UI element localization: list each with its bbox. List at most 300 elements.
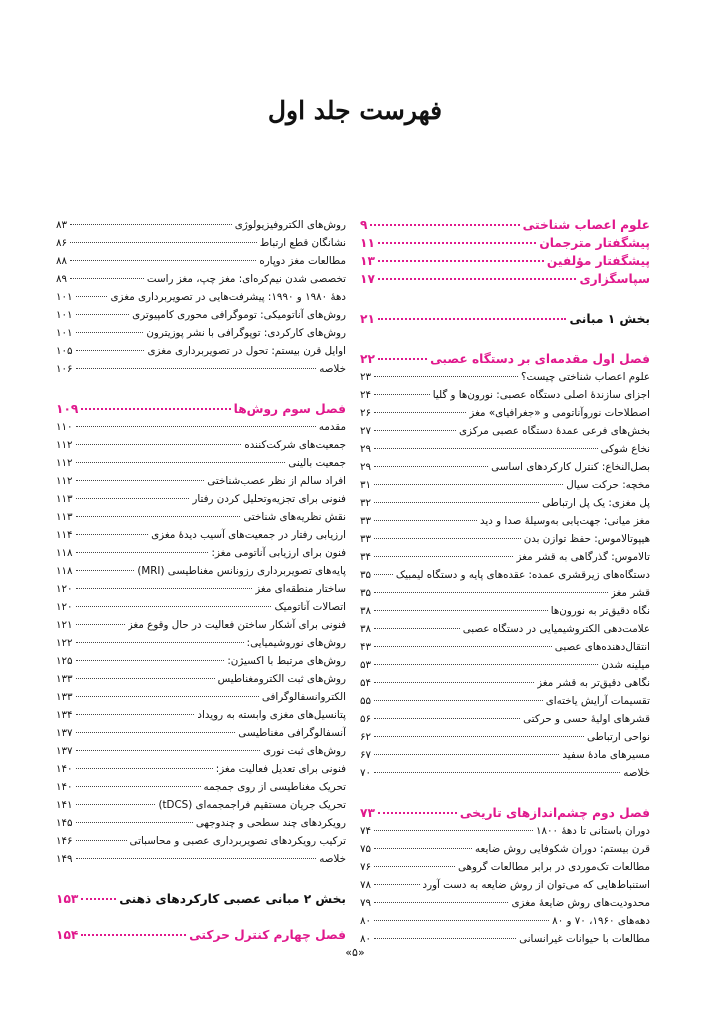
toc-page-number: ۲۲	[360, 352, 375, 366]
toc-page-number: ۷۵	[360, 843, 372, 855]
toc-page-number: ۳۳	[360, 533, 372, 545]
toc-entry[interactable]	[56, 360, 346, 378]
toc-dot-leader	[378, 260, 544, 262]
toc-page-number: ۷۸	[360, 879, 372, 891]
toc-entry-title: مطالعات تک‌موردی در برابر مطالعات گروهی	[457, 861, 650, 873]
toc-dot-leader	[374, 902, 508, 903]
toc-entry-title: خلاصه	[623, 767, 650, 779]
toc-entry-title: آنسفالوگرافی مغناطیسی	[238, 727, 346, 739]
toc-dot-leader	[374, 664, 598, 665]
toc-entry[interactable]	[56, 342, 346, 360]
toc-entry[interactable]	[360, 620, 650, 638]
toc-entry-title: روش‌های آناتومیکی: توموگرافی محوری کامپیوتری	[132, 309, 346, 321]
toc-dot-leader	[374, 394, 430, 395]
spacer	[56, 868, 346, 890]
toc-dot-leader	[374, 700, 543, 701]
toc-page-number: ۱۷	[360, 272, 375, 286]
toc-page-number: ۱۱۸	[56, 565, 73, 577]
toc-entry[interactable]	[360, 710, 650, 728]
toc-page-number: ۶۲	[360, 731, 372, 743]
toc-page-number: ۱۲۰	[56, 601, 73, 613]
toc-dot-leader	[76, 732, 236, 733]
toc-page-number: ۲۶	[360, 407, 372, 419]
toc-page-number: ۱۳۳	[56, 673, 73, 685]
toc-dot-leader	[374, 412, 466, 413]
toc-dot-leader	[76, 462, 286, 463]
toc-entry-title: علامت‌دهی الکتروشیمیایی در دستگاه عصبی	[462, 623, 650, 635]
toc-dot-leader	[76, 368, 317, 369]
toc-dot-leader	[374, 736, 584, 737]
toc-entry-title: خلاصه	[319, 363, 346, 375]
toc-entry[interactable]	[360, 876, 650, 894]
toc-entry-title: پل مغزی: یک پل ارتباطی	[542, 497, 650, 509]
toc-entry[interactable]	[56, 580, 346, 598]
toc-page-number: ۸۰	[360, 933, 372, 945]
toc-dot-leader	[76, 750, 260, 751]
toc-entry-title: رویکردهای چند سطحی و چندوجهی	[195, 817, 346, 829]
toc-dot-leader	[81, 898, 116, 900]
toc-page-number: ۱۴۰	[56, 781, 73, 793]
toc-entry-title: میلینه شدن	[601, 659, 650, 671]
toc-dot-leader	[81, 934, 186, 936]
toc-entry-title: هیپوتالاموس: حفظ توازن بدن	[523, 533, 650, 545]
toc-page-number: ۷۶	[360, 861, 372, 873]
toc-chapter[interactable]	[360, 216, 650, 234]
toc-page-number: ۱۱۲	[56, 457, 73, 469]
toc-entry-title: افراد سالم از نظر عصب‌شناختی	[207, 475, 346, 487]
toc-entry-title: جمعیت‌های شرکت‌کننده	[244, 439, 346, 451]
toc-page-number: ۱۱۲	[56, 439, 73, 451]
toc-entry[interactable]	[360, 858, 650, 876]
toc-page-number: ۳۴	[360, 551, 372, 563]
toc-dot-leader	[374, 448, 597, 449]
toc-entry-title: الکتروانسفالوگرافی	[261, 691, 346, 703]
toc-dot-leader	[378, 278, 577, 280]
toc-entry[interactable]	[56, 652, 346, 670]
toc-dot-leader	[76, 350, 145, 351]
toc-entry-title: خلاصه	[319, 853, 346, 865]
toc-page-number: ۳۵	[360, 569, 372, 581]
toc-page-number: ۱۴۹	[56, 853, 73, 865]
toc-entry[interactable]	[360, 728, 650, 746]
toc-entry-title: بخش‌های فرعی عمدهٔ دستگاه عصبی مرکزی	[458, 425, 650, 437]
toc-entry-title: مطالعات مغز دوپاره	[259, 255, 346, 267]
toc-entry[interactable]	[56, 562, 346, 580]
toc-page-number: ۱۱۴	[56, 529, 73, 541]
toc-page-number: ۲۷	[360, 425, 372, 437]
toc-page-number: ۱۵۴	[56, 928, 79, 942]
toc-entry-title: نگاهی دقیق‌تر به قشر مغز	[537, 677, 650, 689]
toc-dot-leader	[76, 588, 253, 589]
toc-entry-title: پیشگفتار مترجمان	[539, 236, 650, 250]
toc-entry[interactable]	[56, 288, 346, 306]
toc-entry[interactable]	[56, 324, 346, 342]
toc-entry-title: ساختار منطقه‌ای مغز	[255, 583, 346, 595]
toc-dot-leader	[374, 772, 620, 773]
toc-entry[interactable]	[360, 746, 650, 764]
toc-page-number: ۱۱۲	[56, 475, 73, 487]
toc-page-number: ۲۳	[360, 371, 372, 383]
toc-page-number: ۳۳	[360, 515, 372, 527]
toc-dot-leader	[76, 332, 144, 333]
toc-dot-leader	[76, 678, 215, 679]
toc-entry[interactable]	[56, 616, 346, 634]
toc-entry[interactable]	[56, 760, 346, 778]
toc-dot-leader	[70, 242, 257, 243]
toc-entry[interactable]	[360, 674, 650, 692]
toc-entry-title: مطالعات با حیوانات غیرانسانی	[519, 933, 650, 945]
toc-entry[interactable]	[360, 548, 650, 566]
toc-dot-leader	[76, 804, 156, 805]
toc-page-number: ۲۱	[360, 312, 375, 326]
toc-entry[interactable]	[360, 368, 650, 386]
toc-entry-title: پایه‌های تصویربرداری رزونانس مغناطیسی (MRI)	[137, 565, 346, 577]
toc-entry[interactable]	[56, 436, 346, 454]
toc-entry-title: قشر مغز	[610, 587, 650, 599]
toc-entry[interactable]	[56, 270, 346, 288]
toc-dot-leader	[374, 466, 488, 467]
toc-dot-leader	[76, 624, 125, 625]
toc-page-number: ۲۹	[360, 461, 372, 473]
toc-entry[interactable]	[360, 602, 650, 620]
toc-entry-title: قرن بیستم: دوران شکوفایی روش ضایعه	[475, 843, 650, 855]
toc-page-number: ۹	[360, 218, 368, 232]
toc-dot-leader	[374, 574, 393, 575]
toc-dot-leader	[378, 358, 427, 360]
toc-entry[interactable]	[56, 306, 346, 324]
toc-entry[interactable]	[360, 530, 650, 548]
toc-entry[interactable]	[360, 458, 650, 476]
toc-column-right	[360, 216, 650, 948]
toc-page-number: ۱۳	[360, 254, 375, 268]
toc-entry[interactable]	[360, 638, 650, 656]
toc-entry-title: دههٔ ۱۹۸۰ و ۱۹۹۰: پیشرفت‌هایی در تصویربرداری مغزی	[110, 291, 346, 303]
toc-entry[interactable]	[360, 440, 650, 458]
toc-entry-title: پیشگفتار مؤلفین	[546, 254, 650, 268]
toc-entry-title: روش‌های نوروشیمیایی:	[246, 637, 346, 649]
toc-page-number: ۵۳	[360, 659, 372, 671]
toc-entry[interactable]	[56, 634, 346, 652]
toc-page-number: ۴۳	[360, 641, 372, 653]
toc-dot-leader	[76, 786, 201, 787]
toc-dot-leader	[374, 556, 513, 557]
toc-chapter[interactable]	[360, 252, 650, 270]
toc-page-number: ۸۹	[56, 273, 68, 285]
toc-page-number: ۱۲۲	[56, 637, 73, 649]
toc-dot-leader	[370, 224, 519, 226]
toc-entry-title: نقش نظریه‌های شناختی	[243, 511, 346, 523]
toc-dot-leader	[374, 848, 472, 849]
toc-dot-leader	[374, 920, 549, 921]
spacer	[56, 378, 346, 400]
toc-entry[interactable]	[56, 670, 346, 688]
toc-page-number: ۸۳	[56, 219, 68, 231]
toc-dot-leader	[374, 884, 419, 885]
toc-dot-leader	[76, 570, 135, 571]
toc-page-number: ۱۳۷	[56, 745, 73, 757]
toc-dot-leader	[378, 318, 567, 320]
toc-dot-leader	[374, 538, 521, 539]
toc-dot-leader	[76, 858, 317, 859]
toc-entry[interactable]	[56, 832, 346, 850]
toc-entry[interactable]	[360, 584, 650, 602]
toc-entry-title: نخاع شوکی	[600, 443, 650, 455]
toc-entry-title: تحریک مغناطیسی از روی جمجمه	[203, 781, 346, 793]
toc-entry[interactable]	[56, 742, 346, 760]
toc-dot-leader	[374, 628, 460, 629]
toc-entry-title: علوم اعصاب شناختی چیست؟	[521, 371, 650, 383]
toc-entry-title: مغز میانی: جهت‌یابی به‌وسیلهٔ صدا و دید	[479, 515, 650, 527]
toc-dot-leader	[374, 484, 563, 485]
toc-entry-title: مقدمه	[318, 421, 346, 433]
toc-entry-title: استنباط‌هایی که می‌توان از روش ضایعه به دست آورد	[422, 879, 650, 891]
toc-entry[interactable]	[360, 386, 650, 404]
toc-dot-leader	[378, 242, 536, 244]
toc-dot-leader	[374, 866, 455, 867]
toc-page-number: ۲۹	[360, 443, 372, 455]
toc-entry-title: اصطلاحات نوروآناتومی و «جغرافیای» مغز	[469, 407, 650, 419]
toc-dot-leader	[76, 516, 241, 517]
toc-entry[interactable]	[56, 418, 346, 436]
toc-entry[interactable]	[56, 216, 346, 234]
toc-page-number: ۱۴۶	[56, 835, 73, 847]
toc-entry-title: روش‌های کارکردی: توپوگرافی با نشر پوزیترون	[146, 327, 346, 339]
toc-page-number: ۱۳۷	[56, 727, 73, 739]
toc-page-number: ۱۰۱	[56, 291, 73, 303]
toc-dot-leader	[374, 682, 534, 683]
toc-entry[interactable]	[56, 814, 346, 832]
toc-dot-leader	[76, 768, 213, 769]
toc-column-left	[56, 216, 346, 944]
toc-entry-title: ارزیابی رفتار در جمعیت‌های آسیب دیدهٔ مغزی	[151, 529, 346, 541]
toc-page-number: ۵۵	[360, 695, 372, 707]
toc-entry-title: دستگاه‌های زیرقشری عمده: عقده‌های پایه و دستگاه لیمبیک	[395, 569, 650, 581]
spacer	[56, 908, 346, 926]
toc-entry-title: ترکیب رویکردهای تصویربرداری عصبی و محاسباتی	[129, 835, 346, 847]
toc-dot-leader	[76, 714, 195, 715]
toc-page-number: ۱۳۳	[56, 691, 73, 703]
toc-entry-title: تالاموس: گذرگاهی به قشر مغز	[516, 551, 650, 563]
toc-dot-leader	[81, 408, 230, 410]
toc-entry-title: علوم اعصاب شناختی	[522, 218, 650, 232]
toc-page-number: ۱۴۵	[56, 817, 73, 829]
toc-dot-leader	[76, 314, 130, 315]
toc-page-number: ۵۶	[360, 713, 372, 725]
toc-dot-leader	[76, 552, 209, 553]
toc-entry[interactable]	[360, 764, 650, 782]
toc-page-number: ۸۰	[360, 915, 372, 927]
toc-page-number: ۱۱۳	[56, 511, 73, 523]
page-title: فهرست جلد اول	[267, 96, 443, 125]
toc-entry[interactable]	[56, 724, 346, 742]
toc-entry[interactable]	[360, 656, 650, 674]
toc-page-number: ۱۲۱	[56, 619, 73, 631]
toc-entry-title: بصل‌النخاع: کنترل کارکردهای اساسی	[491, 461, 650, 473]
spacer	[360, 288, 650, 310]
toc-entry-title: پتانسیل‌های مغزی وابسته به رویداد	[197, 709, 346, 721]
toc-entry-title: فنونی برای آشکار ساختن فعالیت در حال وقوع مغز	[127, 619, 346, 631]
toc-page-number: ۱۰۱	[56, 309, 73, 321]
toc-page-number: ۱۲۵	[56, 655, 73, 667]
toc-dot-leader	[76, 534, 149, 535]
toc-entry-title: تحریک جریان مستقیم فراجمجمه‌ای (tDCS)	[158, 799, 346, 811]
toc-entry[interactable]	[360, 476, 650, 494]
toc-part[interactable]	[56, 890, 346, 908]
toc-entry-title: نشانگان قطع ارتباط	[259, 237, 346, 249]
toc-entry[interactable]	[56, 526, 346, 544]
toc-chapter[interactable]	[56, 926, 346, 944]
toc-entry-title: فنونی برای تجزیه‌وتحلیل کردن رفتار	[192, 493, 346, 505]
toc-page-number: ۱۴۱	[56, 799, 73, 811]
toc-entry[interactable]	[56, 454, 346, 472]
toc-page-number: ۷۴	[360, 825, 372, 837]
toc-page-number: ۸۸	[56, 255, 68, 267]
toc-page-number: ۸۶	[56, 237, 68, 249]
toc-entry[interactable]	[56, 472, 346, 490]
toc-chapter[interactable]	[360, 234, 650, 252]
toc-chapter[interactable]	[56, 400, 346, 418]
toc-page-number: ۳۲	[360, 497, 372, 509]
toc-page-number: ۱۰۶	[56, 363, 73, 375]
toc-dot-leader	[378, 812, 457, 814]
toc-entry[interactable]	[360, 840, 650, 858]
toc-entry[interactable]	[56, 796, 346, 814]
toc-dot-leader	[76, 606, 272, 607]
toc-entry-title: انتقال‌دهنده‌های عصبی	[554, 641, 650, 653]
toc-part[interactable]	[360, 310, 650, 328]
toc-dot-leader	[76, 296, 108, 297]
toc-entry[interactable]	[56, 508, 346, 526]
toc-page-number: ۱۳۴	[56, 709, 73, 721]
toc-entry[interactable]	[56, 688, 346, 706]
toc-entry-title: بخش ۲ مبانی عصبی کارکردهای ذهنی	[119, 892, 346, 906]
toc-dot-leader	[374, 592, 608, 593]
toc-page-number: ۱۰۱	[56, 327, 73, 339]
toc-entry-title: جمعیت بالینی	[288, 457, 346, 469]
toc-dot-leader	[374, 830, 533, 831]
toc-dot-leader	[76, 642, 244, 643]
toc-entry-title: روش‌های مرتبط با اکسیژن:	[227, 655, 346, 667]
spacer	[360, 782, 650, 804]
toc-page-number: ۳۵	[360, 587, 372, 599]
toc-entry-title: اوایل قرن بیستم: تحول در تصویربرداری مغزی	[147, 345, 346, 357]
toc-page-number: ۲۴	[360, 389, 372, 401]
toc-entry-title: فصل دوم چشم‌اندازهای تاریخی	[459, 806, 650, 820]
toc-entry[interactable]	[360, 822, 650, 840]
toc-dot-leader	[374, 376, 518, 377]
toc-entry[interactable]	[360, 404, 650, 422]
toc-entry-title: سپاسگزاری	[579, 272, 650, 286]
toc-dot-leader	[374, 502, 539, 503]
toc-dot-leader	[76, 498, 190, 499]
toc-entry-title: فنون برای ارزیابی آناتومی مغز:	[211, 547, 346, 559]
toc-dot-leader	[76, 660, 225, 661]
toc-dot-leader	[70, 278, 144, 279]
toc-entry-title: نگاه دقیق‌تر به نورون‌ها	[550, 605, 650, 617]
toc-entry[interactable]	[56, 706, 346, 724]
toc-entry-title: اجزای سازندهٔ اصلی دستگاه عصبی: نورون‌ها و گلیا	[432, 389, 650, 401]
toc-entry-title: مخچه: حرکت سیال	[566, 479, 650, 491]
toc-entry-title: دوران باستانی تا دههٔ ۱۸۰۰	[535, 825, 650, 837]
toc-chapter[interactable]	[360, 350, 650, 368]
toc-entry[interactable]	[56, 850, 346, 868]
toc-entry-title: دهه‌های ۱۹۶۰، ۷۰ و ۸۰	[552, 915, 650, 927]
toc-entry[interactable]	[56, 778, 346, 796]
toc-page-number: ۱۰۹	[56, 402, 79, 416]
toc-entry[interactable]	[56, 544, 346, 562]
toc-entry[interactable]	[360, 422, 650, 440]
toc-entry-title: فصل سوم روش‌ها	[233, 402, 346, 416]
toc-entry-title: محدودیت‌های روش ضایعهٔ مغزی	[511, 897, 650, 909]
toc-entry[interactable]	[360, 566, 650, 584]
toc-entry[interactable]	[360, 494, 650, 512]
page-number: «۵»	[345, 946, 365, 959]
toc-page-number: ۷۹	[360, 897, 372, 909]
toc-entry[interactable]	[56, 598, 346, 616]
toc-page-number: ۷۰	[360, 767, 372, 779]
toc-entry-title: فصل اول مقدمه‌ای بر دستگاه عصبی	[430, 352, 650, 366]
toc-entry-title: روش‌های ثبت نوری	[263, 745, 346, 757]
toc-dot-leader	[76, 696, 259, 697]
toc-dot-leader	[374, 520, 477, 521]
toc-entry-title: بخش ۱ مبانی	[569, 312, 650, 326]
toc-page-number: ۶۷	[360, 749, 372, 761]
toc-entry[interactable]	[360, 912, 650, 930]
toc-dot-leader	[374, 754, 559, 755]
toc-page-number: ۱۱۰	[56, 421, 73, 433]
toc-dot-leader	[76, 444, 242, 445]
toc-page-number: ۱۱۸	[56, 547, 73, 559]
toc-entry[interactable]	[56, 252, 346, 270]
toc-entry-title: اتصالات آناتومیک	[274, 601, 346, 613]
toc-entry-title: تخصصی شدن نیم‌کره‌ای: مغز چپ، مغز راست	[146, 273, 346, 285]
toc-entry-title: مسیرهای مادهٔ سفید	[562, 749, 650, 761]
toc-page-number: ۱۰۵	[56, 345, 73, 357]
toc-entry[interactable]	[360, 512, 650, 530]
toc-dot-leader	[70, 224, 232, 225]
toc-dot-leader	[76, 822, 193, 823]
toc-page-number: ۱۵۳	[56, 892, 79, 906]
toc-entry[interactable]	[56, 234, 346, 252]
toc-chapter[interactable]	[360, 804, 650, 822]
toc-dot-leader	[374, 610, 548, 611]
toc-entry-title: فصل چهارم کنترل حرکتی	[189, 928, 346, 942]
toc-page-number: ۳۱	[360, 479, 372, 491]
toc-entry[interactable]	[360, 692, 650, 710]
toc-entry-title: نواحی ارتباطی	[587, 731, 650, 743]
toc-page-number: ۳۸	[360, 623, 372, 635]
toc-dot-leader	[374, 430, 456, 431]
toc-page-number: ۱۱۳	[56, 493, 73, 505]
toc-chapter[interactable]	[360, 270, 650, 288]
toc-page-number: ۱۱	[360, 236, 375, 250]
toc-page-number: ۳۸	[360, 605, 372, 617]
toc-page-number: ۱۴۰	[56, 763, 73, 775]
toc-dot-leader	[76, 480, 205, 481]
toc-page-number: ۷۳	[360, 806, 375, 820]
toc-dot-leader	[374, 718, 520, 719]
spacer	[360, 328, 650, 350]
toc-entry[interactable]	[56, 490, 346, 508]
toc-entry-title: قشرهای اولیهٔ حسی و حرکتی	[523, 713, 650, 725]
toc-entry-title: فنونی برای تعدیل فعالیت مغز:	[215, 763, 346, 775]
toc-dot-leader	[374, 646, 552, 647]
toc-page-number: ۱۲۰	[56, 583, 73, 595]
toc-entry[interactable]	[360, 894, 650, 912]
toc-entry-title: تقسیمات آرایش یاخته‌ای	[545, 695, 650, 707]
toc-entry-title: روش‌های ثبت الکترومغناطیس	[217, 673, 346, 685]
toc-dot-leader	[374, 938, 516, 939]
